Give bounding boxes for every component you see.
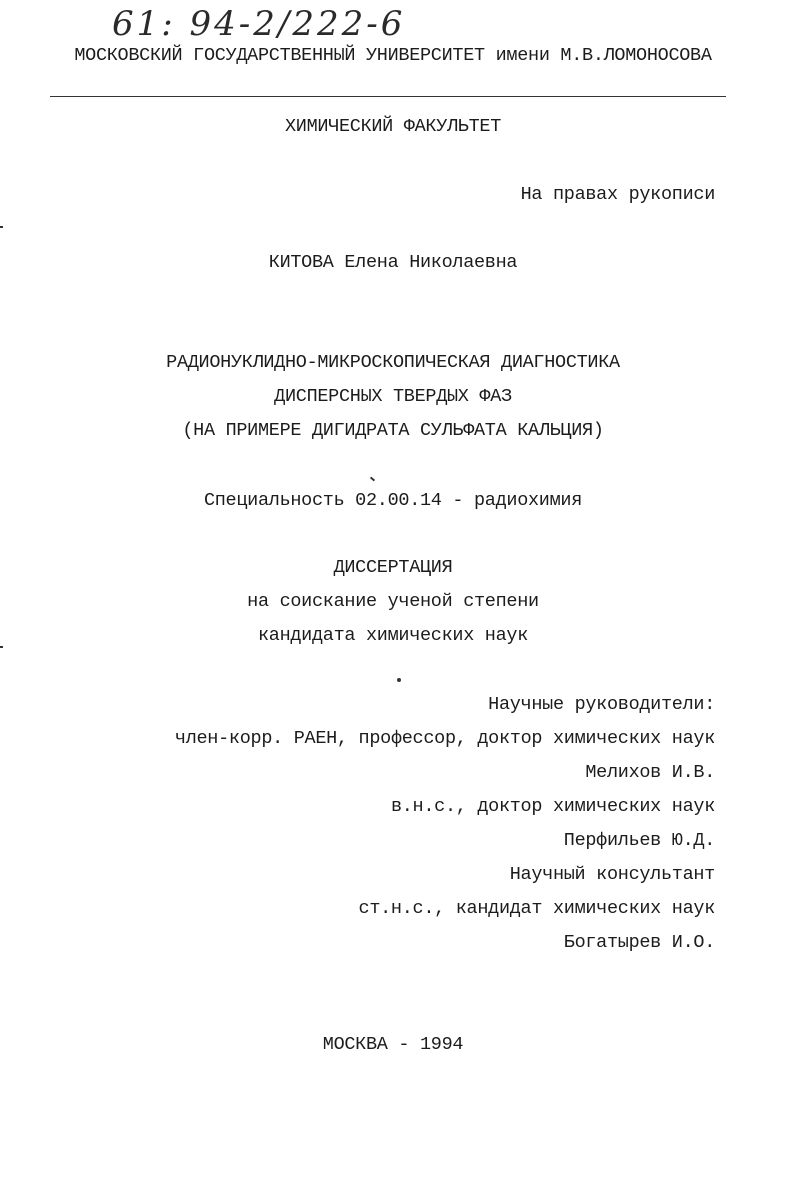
dissertation-heading: ДИССЕРТАЦИЯ [333,557,453,578]
header-divider [50,96,726,97]
university-name: МОСКОВСКИЙ ГОСУДАРСТВЕННЫЙ УНИВЕРСИТЕТ имени М.В.ЛОМОНОСОВА [74,45,712,66]
title-line-2: ДИСПЕРСНЫХ ТВЕРДЫХ ФАЗ [274,386,512,407]
supervisor-1-name: Мелихов И.В. [585,762,715,783]
specialty: Специальность 02.00.14 - радиохимия [203,490,583,511]
scan-speck [0,226,3,228]
supervisor-2-name: Перфильев Ю.Д. [563,830,715,851]
dissertation-degree-line-1: на соискание ученой степени [247,591,539,612]
title-line-3: (НА ПРИМЕРЕ ДИГИДРАТА СУЛЬФАТА КАЛЬЦИЯ) [182,420,604,441]
handwritten-catalog-code: 61: 94-2/222-6 [112,4,406,44]
manuscript-rights: На правах рукописи [520,184,715,205]
supervisors-heading: Научные руководители: [488,694,715,715]
supervisor-1-title: член-корр. РАЕН, профессор, доктор химических наук [174,728,715,749]
scan-speck [0,646,3,648]
consultant-name: Богатырев И.О. [563,932,715,953]
author-name: КИТОВА Елена Николаевна [268,252,518,273]
supervisor-2-title: в.н.с., доктор химических наук [390,796,715,817]
title-line-1: РАДИОНУКЛИДНО-МИКРОСКОПИЧЕСКАЯ ДИАГНОСТИКА [166,352,620,373]
consultant-title: ст.н.с., кандидат химических наук [358,898,715,919]
city-year: МОСКВА - 1994 [322,1034,464,1055]
scan-speck [370,477,375,482]
dissertation-degree-line-2: кандидата химических наук [257,625,529,646]
faculty-name: ХИМИЧЕСКИЙ ФАКУЛЬТЕТ [284,116,502,137]
consultant-heading: Научный консультант [509,864,715,885]
scan-speck [397,678,401,682]
